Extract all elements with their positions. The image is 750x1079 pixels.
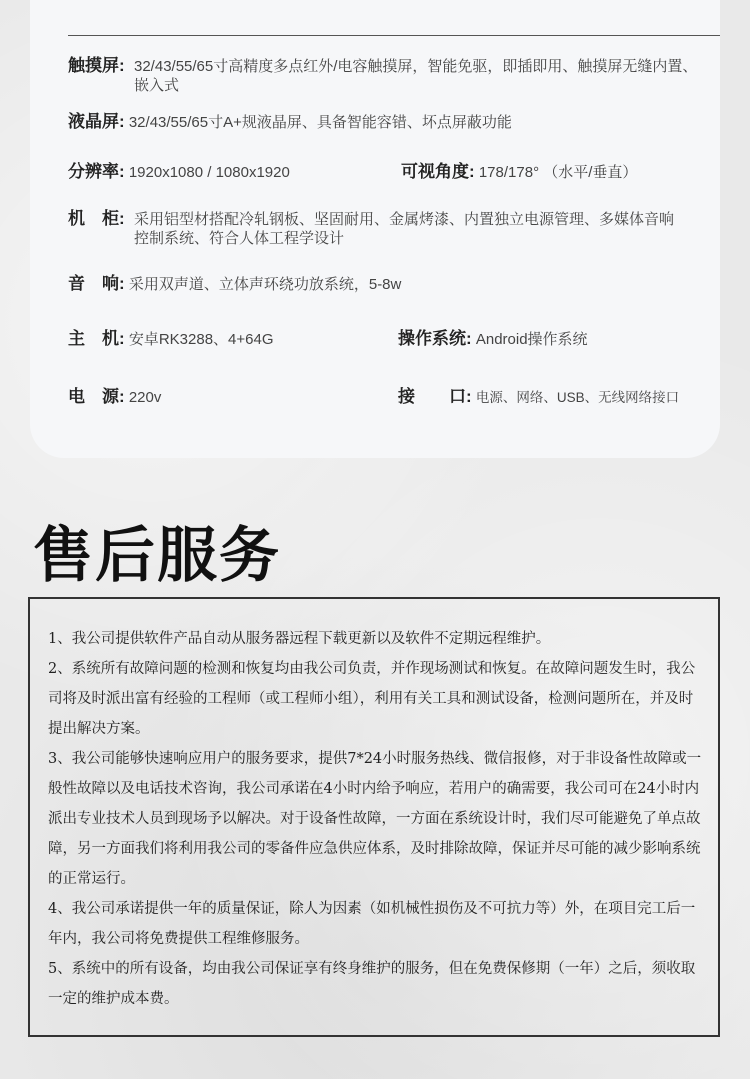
spec-value: 采用双声道、立体声环绕功放系统，5-8w: [128, 276, 402, 293]
service-paragraph-5: 5、系统中的所有设备，均由我公司保证享有终身维护的服务，但在免费保修期（一年）之后，须收取一定的维护成本费。: [48, 961, 696, 1007]
service-paragraph-1: 1、我公司提供软件产品自动从服务器远程下载更新以及软件不定期远程维护。: [48, 631, 551, 647]
spec-divider: [68, 35, 720, 36]
spec-row-touch: [68, 56, 708, 95]
spec-label: 触摸屏:: [68, 56, 125, 75]
spec-value: 178/178° （水平/垂直）: [478, 164, 638, 181]
spec-value: 32/43/55/65寸A+规液晶屏、具备智能容错、坏点屏蔽功能: [128, 114, 512, 131]
spec-label: 音 响:: [68, 274, 125, 293]
spec-value: 安卓RK3288、4+64G: [128, 331, 274, 348]
spec-label: 主 机:: [68, 329, 125, 348]
service-paragraph-3: 3、我公司能够快速响应用户的服务要求，提供7*24小时服务热线、微信报修，对于非设备性故障或一般性故障以及电话技术咨询，我公司承诺在4小时内给予响应，若用户的确需要，我公司可在24小时内派出专业技术人员到现场予以解决。对于设备性故障，一方面在系统设计时，我们尽可能避免了单点故障，另一方面我们将利用我公司的零备件应急供应体系，及时排除故障，保证并尽可能的减少影响系统的正常运行。: [48, 751, 702, 887]
spec-value: 32/43/55/65寸高精度多点红外/电容触摸屏，智能免驱，即插即用、触摸屏无缝内置、嵌入式: [134, 58, 698, 94]
spec-row-viewing-angle: [401, 162, 637, 182]
spec-card: [30, 0, 720, 458]
spec-row-lcd: [68, 112, 512, 132]
spec-title: [30, 0, 720, 6]
spec-value: 电源、网络、USB、无线网络接口: [475, 390, 680, 405]
spec-row-audio: [68, 274, 401, 294]
section-title: 售后服务: [33, 521, 281, 591]
service-paragraph-2: 2、系统所有故障问题的检测和恢复均由我公司负责，并作现场测试和恢复。在故障问题发生时，我公司将及时派出富有经验的工程师（或工程师小组），利用有关工具和测试设备，检测问题所在，并及时提出解决方案。: [48, 661, 696, 737]
spec-row-os: [398, 329, 588, 349]
service-text: [48, 624, 704, 1014]
spec-row-host: [68, 329, 274, 349]
spec-label: 电 源:: [68, 387, 125, 406]
spec-label: 机 柜:: [68, 209, 125, 228]
spec-label: 液晶屏:: [68, 112, 125, 131]
spec-row-resolution: [68, 162, 290, 182]
spec-label: 可视角度:: [401, 162, 475, 181]
spec-row-ports: [398, 387, 679, 407]
spec-row-power: [68, 387, 161, 407]
service-paragraph-4: 4、我公司承诺提供一年的质量保证，除人为因素（如机械性损伤及不可抗力等）外，在项目完工后一年内，我公司将免费提供工程维修服务。: [48, 901, 696, 947]
spec-value: Android操作系统: [475, 331, 588, 348]
spec-value: 220v: [128, 389, 162, 406]
spec-label: 分辨率:: [68, 162, 125, 181]
spec-value: 1920x1080 / 1080x1920: [128, 164, 290, 181]
spec-value: 采用铝型材搭配冷轧钢板、坚固耐用、金属烤漆、内置独立电源管理、多媒体音响控制系统、符合人体工程学设计: [134, 211, 675, 247]
service-box: [28, 597, 720, 1037]
spec-row-cabinet: [68, 209, 688, 248]
spec-label: 接 口:: [398, 387, 472, 406]
spec-label: 操作系统:: [398, 329, 472, 348]
